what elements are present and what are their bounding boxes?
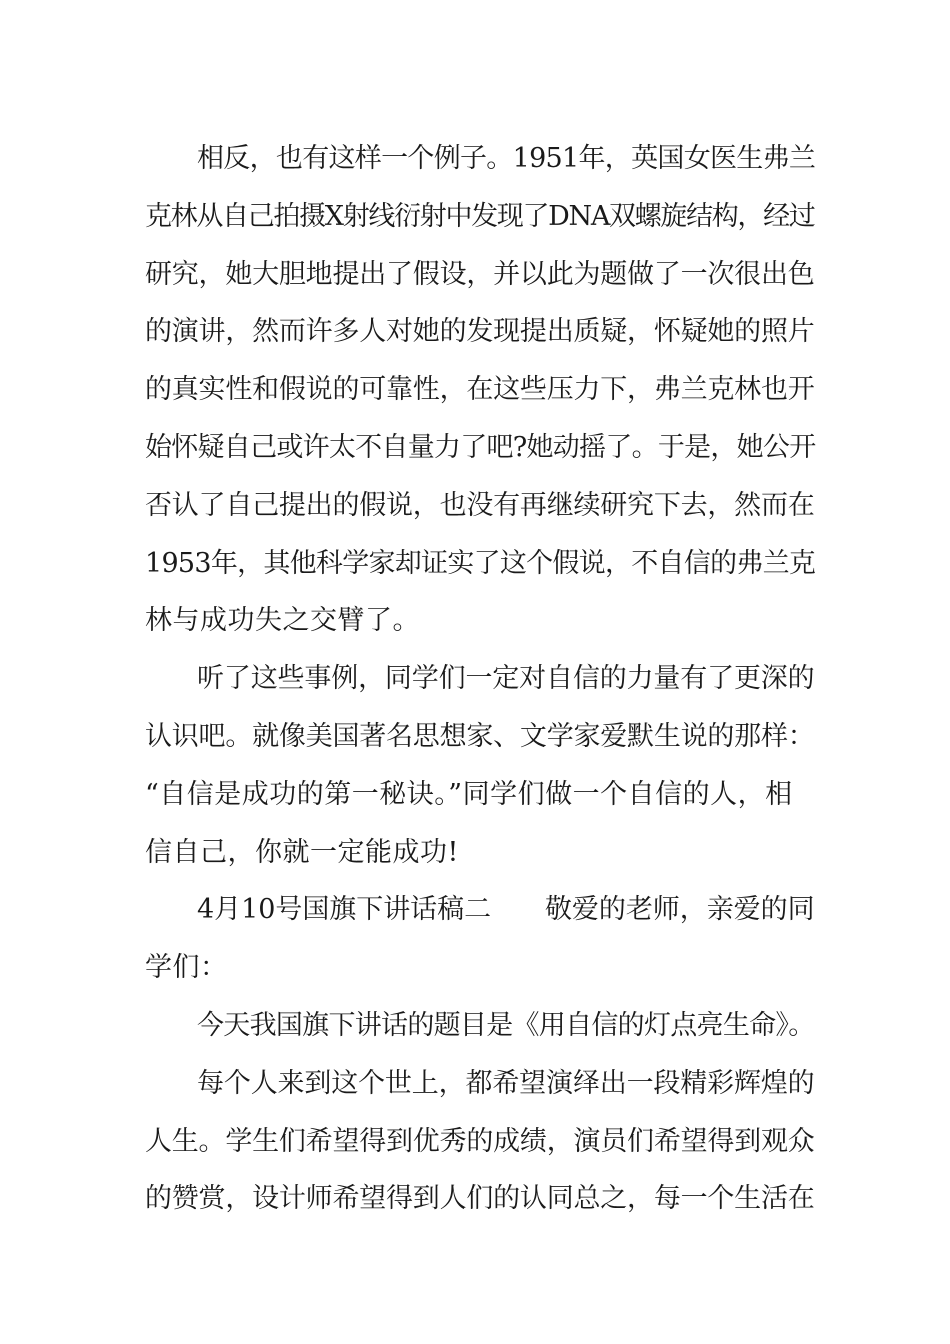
text-line: 始怀疑自己或许太不自量力了吧?她动摇了。于是，她公开 bbox=[145, 431, 816, 463]
text-line: 1953年，其他科学家却证实了这个假说，不自信的弗兰克 bbox=[145, 547, 816, 579]
text-line: 克林从自己拍摄X射线衍射中发现了DNA双螺旋结构，经过 bbox=[145, 200, 815, 232]
text-line: 认识吧。就像美国著名思想家、文学家爱默生说的那样： bbox=[145, 720, 815, 752]
text-line: 的真实性和假说的可靠性，在这些压力下，弗兰克林也开 bbox=[145, 374, 815, 406]
body-text bbox=[145, 130, 815, 1228]
text-line: 人生。学生们希望得到优秀的成绩，演员们希望得到观众 bbox=[145, 1125, 815, 1157]
text-line: 4月10号国旗下讲话稿二 敬爱的老师，亲爱的同 bbox=[197, 894, 815, 926]
text-line: 信自己，你就一定能成功! bbox=[145, 836, 459, 868]
text-line: 听了这些事例，同学们一定对自信的力量有了更深的 bbox=[197, 663, 815, 695]
text-line: 每个人来到这个世上，都希望演绎出一段精彩辉煌的 bbox=[197, 1067, 815, 1099]
text-line: 的演讲，然而许多人对她的发现提出质疑，怀疑她的照片 bbox=[145, 316, 815, 348]
text-line: 今天我国旗下讲话的题目是《用自信的灯点亮生命》。 bbox=[197, 1009, 815, 1041]
text-line: 林与成功失之交臂了。 bbox=[145, 605, 420, 637]
text-line: 否认了自己提出的假说，也没有再继续研究下去，然而在 bbox=[145, 489, 815, 521]
text-line: 研究，她大胆地提出了假设，并以此为题做了一次很出色 bbox=[145, 258, 815, 290]
text-line: 相反，也有这样一个例子。1951年，英国女医生弗兰 bbox=[197, 143, 816, 174]
text-line: 的赞赏，设计师希望得到人们的认同总之，每一个生活在 bbox=[145, 1183, 815, 1215]
text-line: 学们： bbox=[145, 952, 228, 984]
text-line: “自信是成功的第一秘诀。”同学们做一个自信的人，相 bbox=[145, 778, 793, 810]
